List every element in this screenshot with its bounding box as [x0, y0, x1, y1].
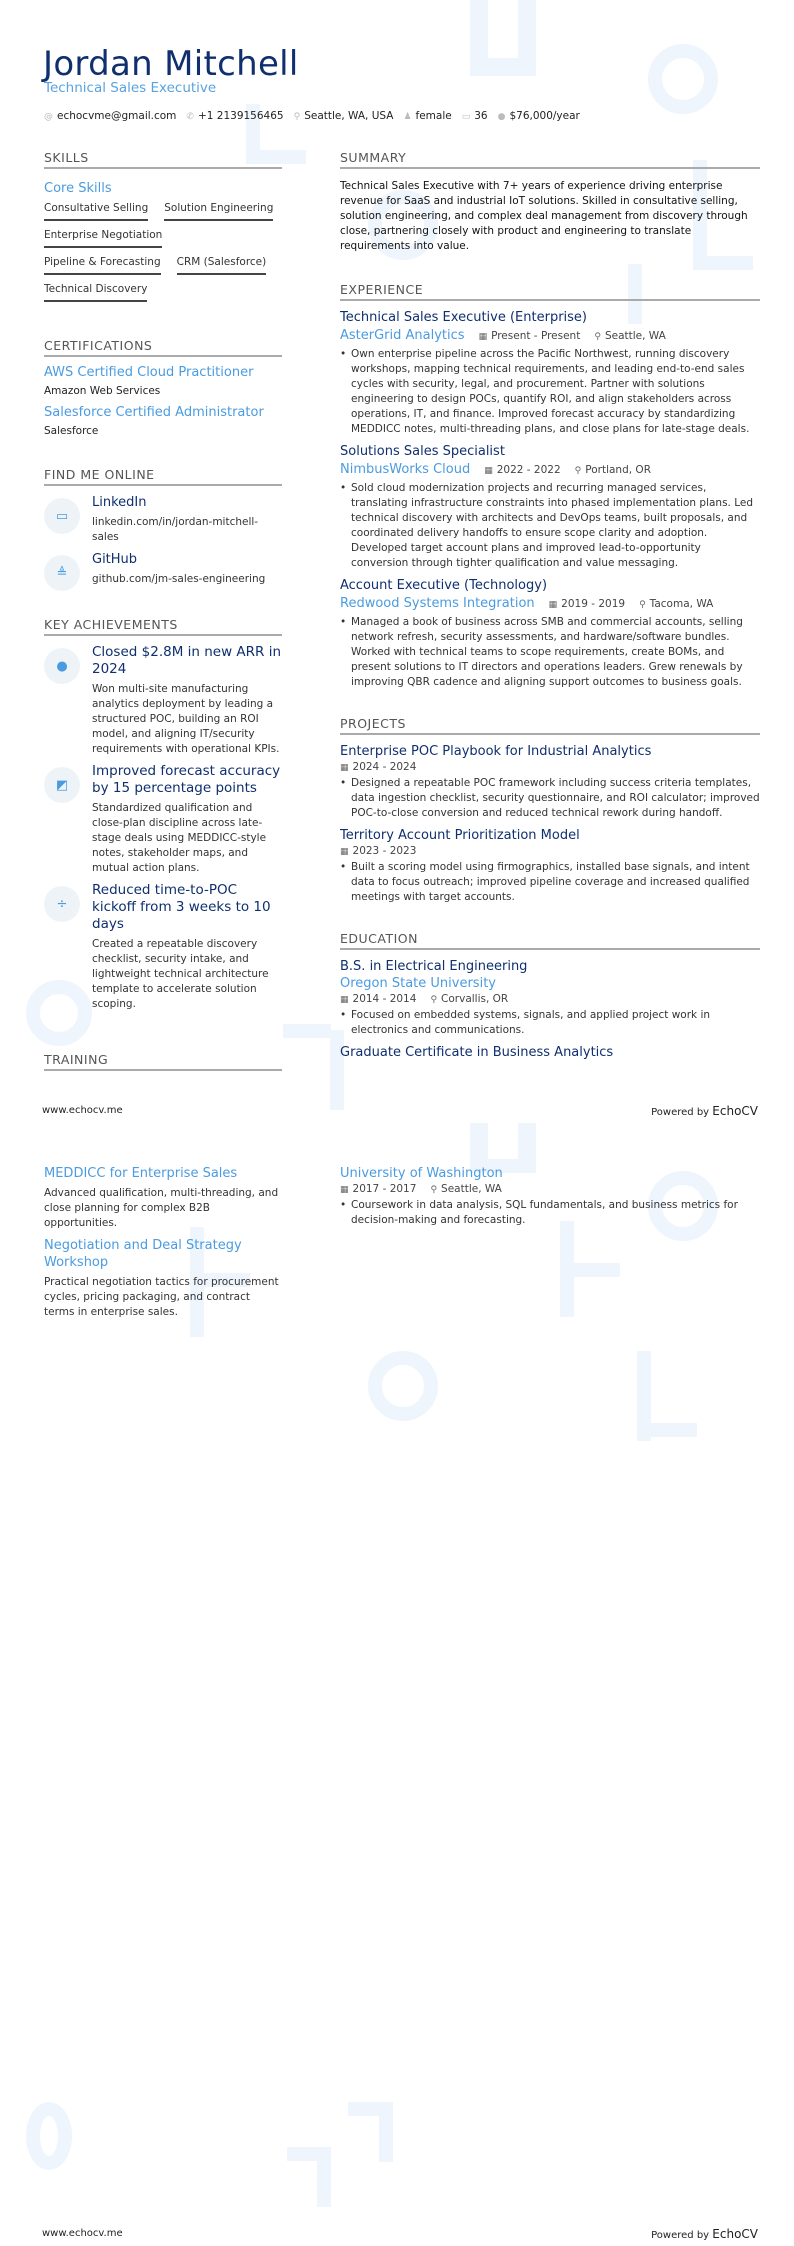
calendar-icon: ▦ — [340, 1185, 349, 1195]
contact-text: +1 2139156465 — [197, 110, 284, 122]
experience-heading: EXPERIENCE — [340, 282, 760, 301]
location — [430, 993, 508, 1005]
candidate-title: Technical Sales Executive — [44, 80, 217, 96]
online-profile-url[interactable]: linkedin.com/in/jordan-mitchell-sales — [92, 516, 259, 543]
achievement-title: Reduced time-to-POC kickoff from 3 weeks to 10 days — [92, 882, 271, 932]
location-pin-icon: ⚲ — [574, 465, 582, 476]
meta-row — [484, 464, 651, 476]
certification-name: AWS Certified Cloud Practitioner — [44, 365, 254, 380]
left-column — [44, 150, 282, 1018]
phone-icon: ✆ — [186, 112, 194, 122]
footer-site: www.echocv.me — [42, 1105, 123, 1116]
projects-heading: PROJECTS — [340, 716, 760, 735]
bullet: • Coursework in data analysis, SQL fundamentals, and business metrics for decision-making and forecasting. — [340, 1198, 760, 1228]
dates: Present - Present — [491, 329, 581, 342]
dates: 2024 - 2024 — [352, 761, 417, 773]
calendar-icon: ▦ — [548, 599, 558, 610]
experience-list — [340, 309, 760, 690]
contact-item — [462, 110, 488, 122]
location — [575, 464, 651, 476]
company-row — [340, 327, 760, 344]
skill-group-title: Core Skills — [44, 181, 112, 196]
school: University of Washington — [340, 1166, 503, 1181]
bullets — [340, 860, 760, 905]
summary-heading: SUMMARY — [340, 150, 760, 169]
calendar-icon: ▭ — [461, 112, 471, 122]
certifications-list — [44, 365, 282, 439]
location-text: Seattle, WA — [604, 329, 666, 342]
degree: B.S. in Electrical Engineering — [340, 959, 528, 974]
online-profile-body — [92, 551, 265, 591]
achievement-text: Won multi-site manufacturing analytics deployment by leading a structured POC, building an ROI model, and aligning IT/security requirements with operational KPIs. — [92, 683, 280, 755]
location-pin-icon: ⚲ — [430, 995, 438, 1005]
bullets — [340, 347, 760, 437]
skills-heading: SKILLS — [44, 150, 282, 169]
company-name: Redwood Systems Integration — [340, 596, 535, 611]
bullet: • Own enterprise pipeline across the Pacific Northwest, running discovery workshops, mapping technical requirements, and leading end-to-end sales cycles with security, legal, and procurement. Partner with solutions engineering to design POCs, quantify ROI, and align stakeholders across operations, IT, and finance. Improved forecast accuracy by standardizing MEDDICC notes, multi-threading plans, and close plans for late-stage deals. — [340, 347, 760, 437]
bullet: • Sold cloud modernization projects and recurring managed services, translating infrastructure constraints into phased implementation plans. Led technical discovery with architects and DevOps teams, built proposals, and coordinated delivery handoffs to ensure scope clarity and adoption. Developed target account plans and improved lead-to-opportunity conversion through tighter qualification and value messaging. — [340, 481, 760, 571]
dates: 2017 - 2017 — [352, 1183, 417, 1195]
skill-tag: Technical Discovery — [44, 281, 147, 302]
education-heading: EDUCATION — [340, 931, 760, 950]
contact-text: Seattle, WA, USA — [304, 110, 394, 122]
calendar-icon: ▦ — [340, 995, 349, 1005]
company-name: AsterGrid Analytics — [340, 328, 465, 343]
contact-item — [294, 110, 394, 122]
meta-row — [479, 330, 666, 342]
meta-row — [549, 598, 714, 610]
job-title: Account Executive (Technology) — [340, 578, 548, 593]
experience-item — [340, 577, 760, 690]
company-row — [340, 595, 760, 612]
online-heading: FIND ME ONLINE — [44, 467, 282, 486]
date-range — [340, 761, 416, 773]
achievement-body — [92, 644, 282, 757]
meta-row — [340, 845, 760, 857]
location-text: Portland, OR — [585, 463, 651, 476]
education-list-continued — [340, 1165, 760, 1228]
bullet: • Built a scoring model using firmographics, installed base signals, and intent data to focus outreach; improved pipeline coverage and increased qualified meetings with target accounts. — [340, 860, 760, 905]
project-item — [340, 743, 760, 821]
right-column — [340, 150, 760, 1061]
training-text: Advanced qualification, multi-threading, and close planning for complex B2B opportunities. — [44, 1187, 279, 1229]
contact-item — [403, 110, 451, 122]
company-name: NimbusWorks Cloud — [340, 462, 471, 477]
online-profile[interactable] — [44, 494, 282, 545]
calendar-icon: ▦ — [484, 465, 493, 476]
bullet: • Designed a repeatable POC framework including success criteria templates, data ingestion checklist, security questionnaire, and ROI calculator; improved POC-to-close conversion and reduced technical rework during handoff. — [340, 776, 760, 821]
contact-text: $76,000/year — [509, 110, 580, 122]
skills-list — [44, 200, 282, 308]
achievements-heading: KEY ACHIEVEMENTS — [44, 617, 282, 636]
skill-tag: Consultative Selling — [44, 200, 148, 221]
certifications-heading: CERTIFICATIONS — [44, 338, 282, 357]
at-icon: @ — [44, 112, 53, 122]
project-item — [340, 827, 760, 905]
date-range — [340, 993, 416, 1005]
resume-page-2 — [0, 1123, 794, 2246]
dates: 2023 - 2023 — [352, 845, 417, 857]
divide-icon: ÷ — [44, 886, 80, 922]
education-list — [340, 958, 760, 1061]
bullet: • Managed a book of business across SMB and commercial accounts, selling network refresh, security assessments, and hardware/software bundles. Worked with technical teams to scope requirements, create BOMs, and present solutions to IT directors and operations leaders. Grew renewals by improving QBR cadence and aligning support outcomes to business goals. — [340, 615, 760, 690]
experience-item — [340, 309, 760, 437]
footer-powered — [651, 2227, 758, 2241]
linkedin-icon: ▭ — [44, 498, 80, 534]
achievement-body — [92, 763, 282, 876]
github-icon: ≜ — [44, 555, 80, 591]
location-pin-icon: ⚲ — [594, 331, 601, 342]
skill-tag: Pipeline & Forecasting — [44, 254, 161, 275]
projects-list — [340, 743, 760, 905]
summary-text: Technical Sales Executive with 7+ years of experience driving enterprise revenue for SaaS and industrial IoT solutions. Skilled in consultative selling, solution engineering, and complex deal management from discovery through close, partnering closely with product and engineering to translate requirements into value. — [340, 180, 748, 252]
bullets — [340, 776, 760, 821]
achievement-title: Closed $2.8M in new ARR in 2024 — [92, 644, 282, 677]
date-range — [340, 1183, 416, 1195]
footer-powered — [651, 1104, 758, 1118]
online-profile-label: GitHub — [92, 552, 138, 567]
certification-issuer: Amazon Web Services — [44, 385, 161, 397]
training-heading: TRAINING — [44, 1052, 282, 1071]
calendar-icon: ▦ — [340, 763, 349, 773]
dates: 2019 - 2019 — [561, 597, 626, 610]
bullets — [340, 615, 760, 690]
calendar-icon: ▦ — [340, 847, 349, 857]
location-text: Tacoma, WA — [649, 597, 714, 610]
skill-tag: Enterprise Negotiation — [44, 227, 162, 248]
online-profile-label: LinkedIn — [92, 495, 147, 510]
powered-by-text: Powered by — [651, 2230, 710, 2241]
date-range — [484, 464, 560, 476]
training-list — [44, 1165, 282, 1320]
dates: 2014 - 2014 — [352, 993, 417, 1005]
candidate-name: Jordan Mitchell — [43, 44, 299, 84]
skill-tag: CRM (Salesforce) — [177, 254, 267, 275]
achievement — [44, 644, 282, 757]
online-profile-body — [92, 494, 282, 545]
contact-row — [44, 110, 580, 122]
date-range — [549, 598, 625, 610]
date-range — [479, 330, 581, 342]
meta-row — [340, 1183, 760, 1195]
skill-tag: Solution Engineering — [164, 200, 273, 221]
training-name: MEDDICC for Enterprise Sales — [44, 1166, 238, 1181]
bullet: • Focused on embedded systems, signals, and applied project work in electronics and communications. — [340, 1008, 760, 1038]
degree: Graduate Certificate in Business Analytics — [340, 1045, 614, 1060]
location-pin-icon: ⚲ — [430, 1185, 438, 1195]
certification-issuer: Salesforce — [44, 425, 99, 437]
footer-site: www.echocv.me — [42, 2228, 123, 2239]
contact-item — [186, 110, 283, 122]
achievement — [44, 763, 282, 876]
bullets — [340, 481, 760, 571]
date-range — [340, 845, 416, 857]
job-title: Technical Sales Executive (Enterprise) — [340, 310, 587, 325]
training-name: Negotiation and Deal Strategy Workshop — [44, 1238, 242, 1270]
location-text: Seattle, WA — [441, 1183, 502, 1195]
location-text: Corvallis, OR — [441, 993, 509, 1005]
experience-item — [340, 443, 760, 571]
education-item-continued — [340, 1165, 760, 1228]
achievement-text: Created a repeatable discovery checklist, security intake, and lightweight technical architecture template to accelerate solution scoping. — [92, 938, 269, 1010]
contact-text: 36 — [474, 110, 488, 122]
achievement-body — [92, 882, 282, 1012]
online-profile-url[interactable]: github.com/jm-sales-engineering — [92, 573, 266, 585]
online-list — [44, 494, 282, 591]
online-profile[interactable] — [44, 551, 282, 591]
contact-text: echocvme@gmail.com — [57, 110, 177, 122]
chat-bubble-icon: ● — [44, 648, 80, 684]
dates: 2022 - 2022 — [496, 463, 561, 476]
certification-name: Salesforce Certified Administrator — [44, 405, 264, 420]
bookmark-slash-icon: ◩ — [44, 767, 80, 803]
contact-item — [498, 110, 580, 122]
location — [594, 330, 665, 342]
achievement — [44, 882, 282, 1012]
location-pin-icon: ⚲ — [639, 599, 646, 610]
calendar-icon: ▦ — [478, 331, 488, 342]
achievement-text: Standardized qualification and close-plan discipline across late-stage deals using MEDDICC-style notes, stakeholder maps, and mutual action plans. — [92, 802, 267, 874]
job-title: Solutions Sales Specialist — [340, 444, 505, 459]
company-row — [340, 461, 760, 478]
location — [430, 1183, 501, 1195]
bullets — [340, 1008, 760, 1038]
powered-by-text: Powered by — [651, 1107, 710, 1118]
meta-row — [340, 993, 760, 1005]
salary-icon: ● — [497, 112, 506, 122]
contact-item — [44, 110, 176, 122]
school: Oregon State University — [340, 976, 496, 991]
location — [639, 598, 713, 610]
achievement-title: Improved forecast accuracy by 15 percentage points — [92, 763, 281, 796]
person-icon: ♟ — [403, 112, 412, 122]
brand-name: EchoCV — [712, 1104, 758, 1118]
training-text: Practical negotiation tactics for procurement cycles, pricing packaging, and contract terms in enterprise sales. — [44, 1276, 279, 1318]
bullets — [340, 1198, 760, 1228]
contact-text: female — [415, 110, 452, 122]
meta-row — [340, 761, 760, 773]
brand-name: EchoCV — [712, 2227, 758, 2241]
project-title: Enterprise POC Playbook for Industrial Analytics — [340, 744, 652, 759]
education-item — [340, 958, 760, 1061]
location-icon: ⚲ — [293, 112, 301, 122]
project-title: Territory Account Prioritization Model — [340, 828, 580, 843]
achievements-list — [44, 644, 282, 1012]
